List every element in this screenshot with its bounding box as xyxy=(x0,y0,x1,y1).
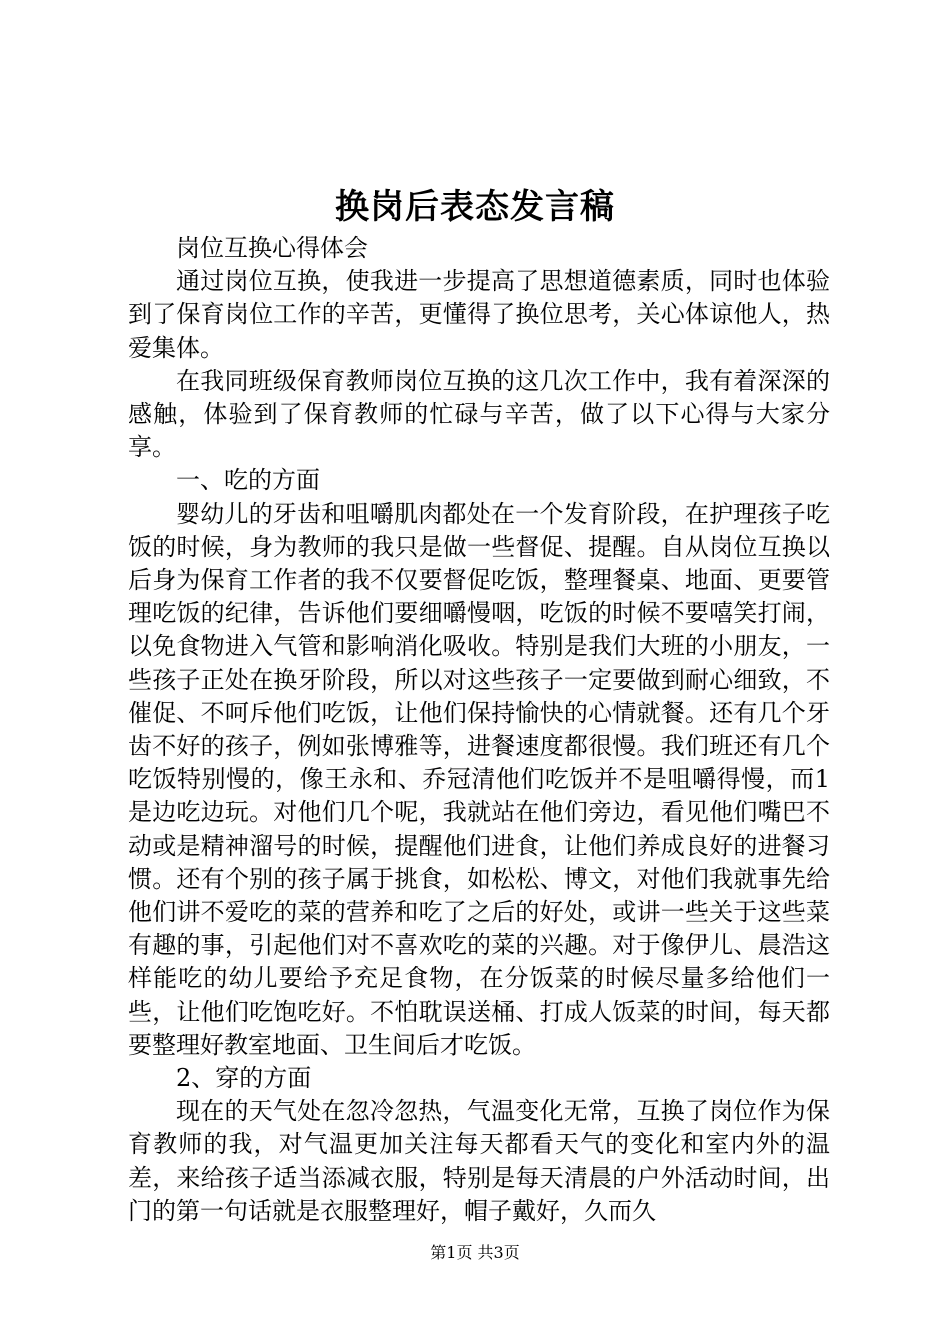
section-heading: 一、吃的方面 xyxy=(176,466,320,495)
body-paragraph: 通过岗位互换，使我进一步提高了思想道德素质，同时也体验到了保育岗位工作的辛苦，更懂得了换位思考，关心体谅他人，热爱集体。 xyxy=(128,267,830,362)
body-paragraph: 现在的天气处在忽冷忽热，气温变化无常，互换了岗位作为保育教师的我，对气温更加关注每天都看天气的变化和室内外的温差，来给孩子适当添减衣服，特别是每天清晨的户外活动时间，出门的第一句话就是衣服整理好，帽子戴好，久而久 xyxy=(128,1097,830,1225)
page-number-footer: 第1页 共3页 xyxy=(430,1243,520,1262)
body-paragraph: 婴幼儿的牙齿和咀嚼肌肉都处在一个发育阶段，在护理孩子吃饭的时候，身为教师的我只是做一些督促、提醒。自从岗位互换以后身为保育工作者的我不仅要督促吃饭，整理餐桌、地面、更要管理吃饭的纪律，告诉他们要细嚼慢咽，吃饭的时候不要嘻笑打闹，以免食物进入气管和影响消化吸收。特别是我们大班的小朋友，一些孩子正处在换牙阶段，所以对这些孩子一定要做到耐心细致，不催促、不呵斥他们吃饭，让他们保持愉快的心情就餐。还有几个牙齿不好的孩子，例如张博雅等，进餐速度都很慢。我们班还有几个吃饭特别慢的，像王永和、乔冠清他们吃饭并不是咀嚼得慢，而1是边吃边玩。对他们几个呢，我就站在他们旁边，看见他们嘴巴不动或是精神溜号的时候，提醒他们进食，让他们养成良好的进餐习惯。还有个别的孩子属于挑食，如松松、博文，对他们我就事先给他们讲不爱吃的菜的营养和吃了之后的好处，或讲一些关于这些菜有趣的事，引起他们对不喜欢吃的菜的兴趣。对于像伊儿、晨浩这样能吃的幼儿要给予充足食物，在分饭菜的时候尽量多给他们一些，让他们吃饱吃好。不怕耽误送桶、打成人饭菜的时间，每天都要整理好教室地面、卫生间后才吃饭。 xyxy=(128,499,830,1059)
document-body xyxy=(128,232,830,1228)
section-heading: 2、穿的方面 xyxy=(176,1064,312,1093)
body-paragraph: 在我同班级保育教师岗位互换的这几次工作中，我有着深深的感触，体验到了保育教师的忙碌与辛苦，做了以下心得与大家分享。 xyxy=(128,366,830,462)
section-subtitle: 岗位互换心得体会 xyxy=(176,234,368,262)
document-title: 换岗后表态发言稿 xyxy=(335,187,615,227)
